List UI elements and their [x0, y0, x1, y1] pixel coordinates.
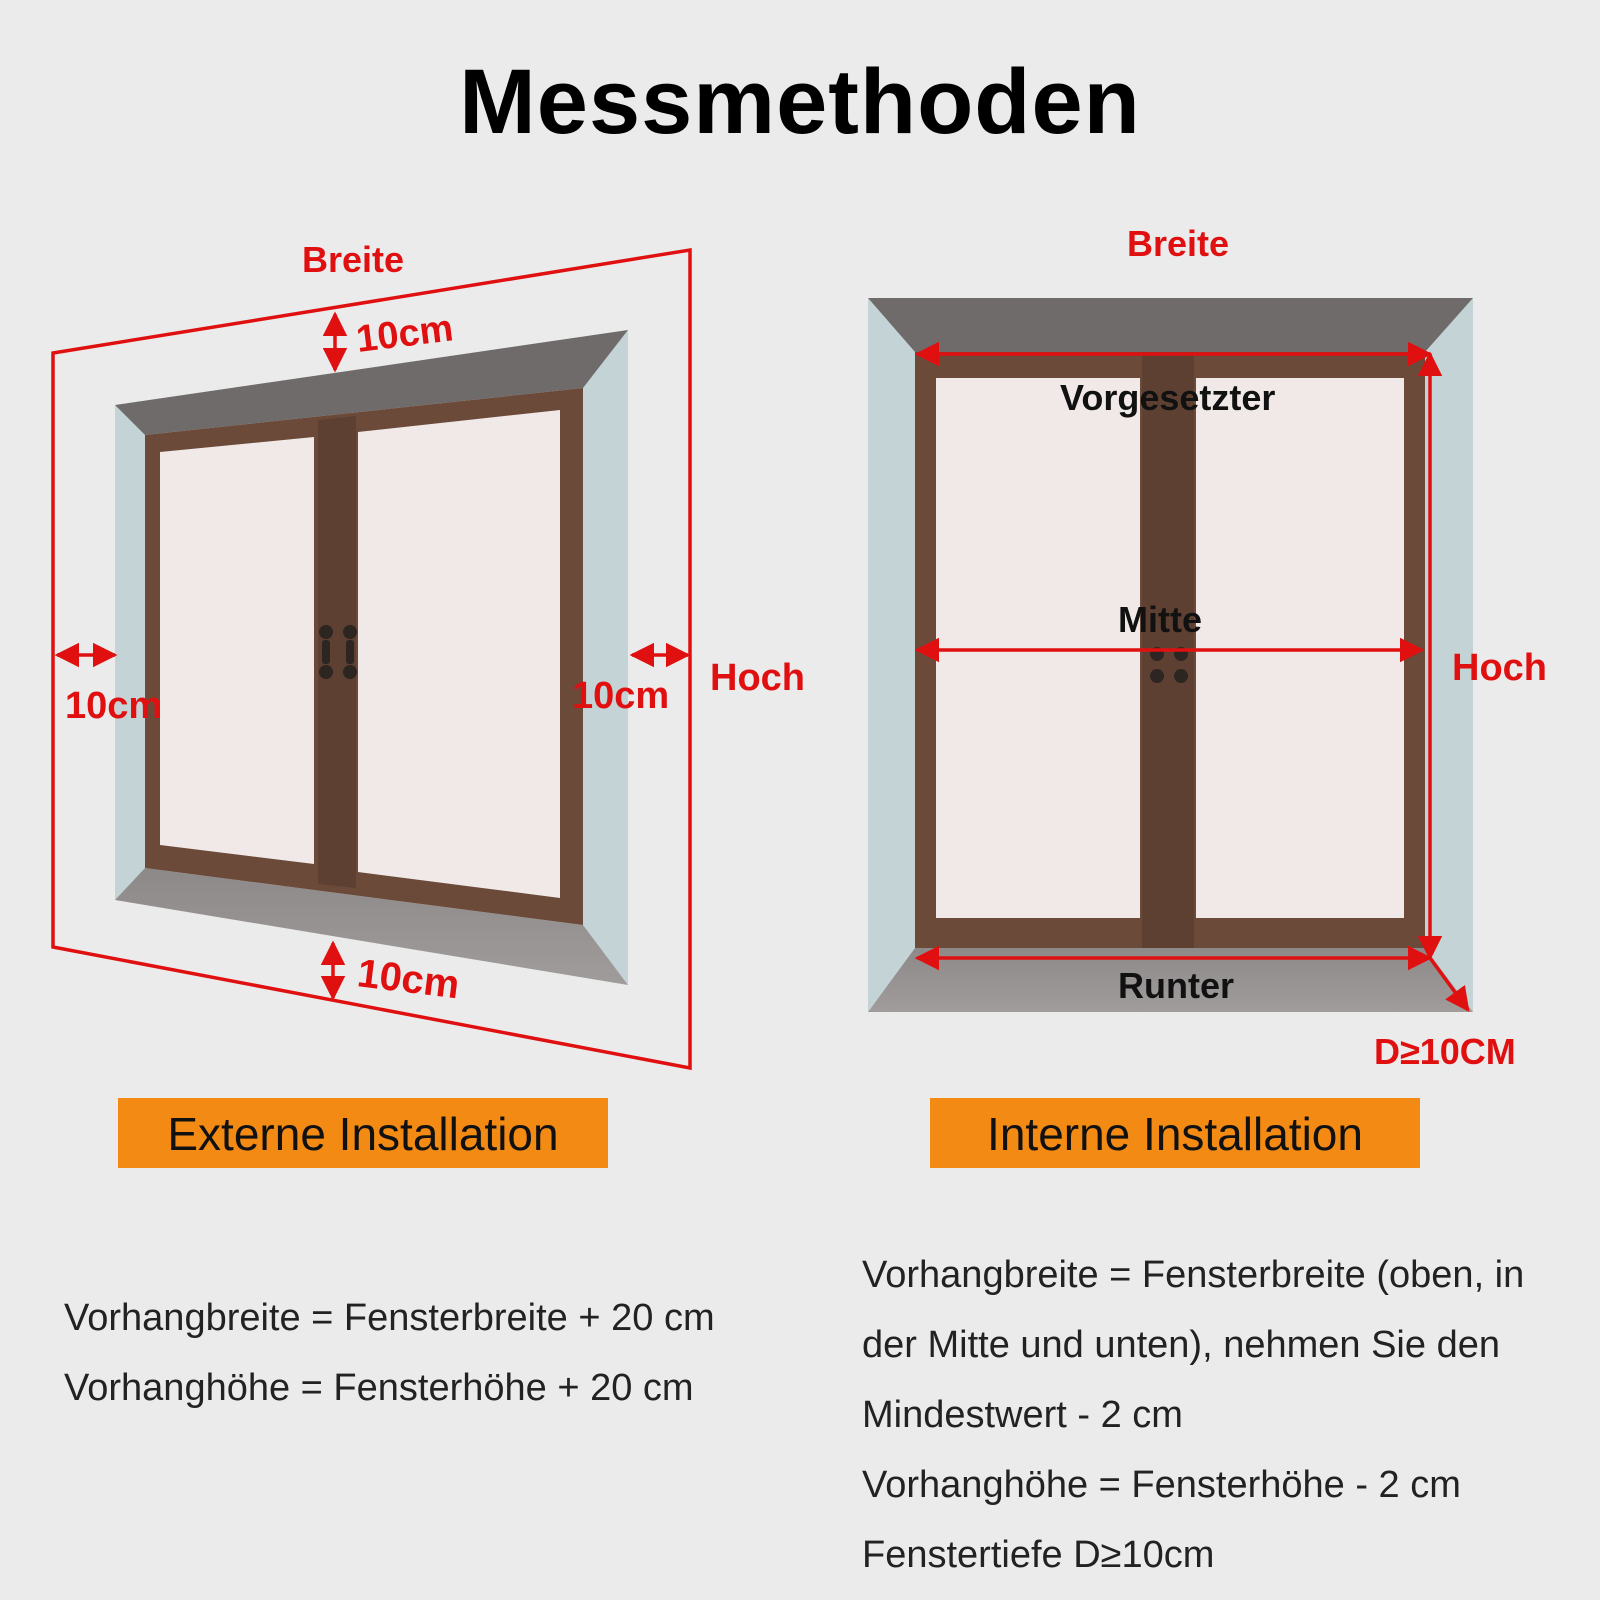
- internal-window: [868, 223, 1547, 1072]
- bottom-measure-label: Runter: [1118, 965, 1234, 1006]
- right-height-label: Hoch: [1452, 647, 1547, 689]
- internal-instruction-line: Mindestwert - 2 cm: [862, 1394, 1183, 1436]
- internal-instruction-line: Vorhangbreite = Fensterbreite (oben, in: [862, 1254, 1525, 1296]
- right-offset-label: 10cm: [572, 675, 670, 717]
- internal-instruction-line: der Mitte und unten), nehmen Sie den: [862, 1324, 1500, 1366]
- external-installation-badge: Externe Installation: [118, 1098, 608, 1168]
- window-pane-right: [1196, 378, 1404, 918]
- top-measure-label: Vorgesetzter: [1060, 377, 1276, 418]
- external-instruction-line: Vorhangbreite = Fensterbreite + 20 cm: [64, 1297, 715, 1339]
- right-width-label: Breite: [1127, 223, 1230, 264]
- left-offset-label: 10cm: [65, 685, 163, 727]
- recess-right-side: [583, 330, 628, 985]
- top-offset-label: 10cm: [353, 307, 456, 361]
- external-instructions: [64, 1283, 715, 1423]
- internal-instruction-line: Vorhanghöhe = Fensterhöhe - 2 cm: [862, 1464, 1461, 1506]
- page-title: Messmethoden: [459, 51, 1141, 153]
- recess-left-side: [115, 405, 145, 900]
- window-pane-left: [936, 378, 1140, 918]
- internal-installation-badge: Interne Installation: [930, 1098, 1420, 1168]
- left-width-label: Breite: [302, 239, 405, 280]
- recess-left-side: [868, 298, 915, 1012]
- external-window: [53, 239, 805, 1068]
- recess-top: [868, 298, 1473, 352]
- external-instruction-line: Vorhanghöhe = Fensterhöhe + 20 cm: [64, 1367, 694, 1409]
- left-height-label: Hoch: [710, 657, 805, 699]
- internal-instruction-line: Fenstertiefe D≥10cm: [862, 1534, 1215, 1576]
- bottom-offset-label: 10cm: [354, 951, 462, 1008]
- internal-instructions: [862, 1240, 1524, 1590]
- depth-label: D≥10CM: [1374, 1031, 1516, 1072]
- window-pane-left: [160, 437, 314, 864]
- window-pane-right: [358, 410, 560, 898]
- middle-measure-label: Mitte: [1118, 599, 1202, 640]
